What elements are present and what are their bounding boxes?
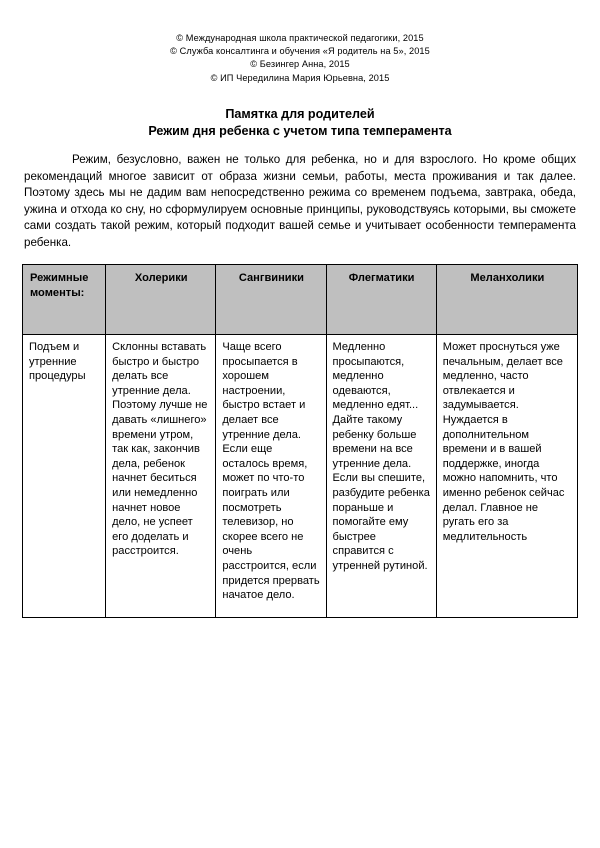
- cell-phlegmatic: Медленно просыпаются, медленно одеваются, медленно едят... Дайте такому ребенку больше времени на все утренние дела. Если вы спешите, разбудите ребенка пораньше и помогайте ему быстрее справится с утренней рутиной.: [326, 335, 436, 618]
- table-header-sanguine: Сангвиники: [216, 265, 326, 335]
- copyright-line-4: © ИП Чередилина Мария Юрьевна, 2015: [210, 72, 390, 83]
- table-header-regime-moments: Режимные моменты:: [23, 265, 106, 335]
- table-header-melancholic: Меланхолики: [436, 265, 577, 335]
- page-title-line-2: Режим дня ребенка с учетом типа темперамента: [148, 124, 452, 138]
- cell-choleric: Склонны вставать быстро и быстро делать все утренние дела. Поэтому лучше не давать «лишнего» времени утром, так как, закончив дела, ребенок начнет беситься или немедленно начнет новое дело, не успеет его доделать и расстроится.: [106, 335, 216, 618]
- cell-melancholic: Может проснуться уже печальным, делает все медленно, часто отвлекается и задумывается. Нуждается в дополнительном времени и в вашей поддержке, иногда можно напомнить, что именно ребенок сейчас делал. Главное не ругать его за медлительность: [436, 335, 577, 618]
- copyright-line-2: © Служба консалтинга и обучения «Я родитель на 5», 2015: [170, 46, 430, 57]
- copyright-line-1: © Международная школа практической педагогики, 2015: [176, 33, 424, 43]
- table-header-choleric: Холерики: [106, 265, 216, 335]
- table-header-row: [23, 265, 578, 335]
- copyright-line-3: © Безингер Анна, 2015: [250, 59, 350, 70]
- copyright-block: [0, 32, 600, 85]
- table-row: [23, 335, 578, 618]
- temperament-table: [22, 264, 578, 618]
- cell-regime-moment: Подъем и утренние процедуры: [23, 335, 106, 618]
- intro-paragraph: Режим, безусловно, важен не только для ребенка, но и для взрослого. Но кроме общих рекомендаций многое зависит от образа жизни семьи, работы, места проживания и так далее. Поэтому здесь мы не дадим вам непосредственно режима со временем подъема, завтрака, обеда, ужина и отхода ко сну, но сформулируем основные принципы, руководствуясь которыми, вы сможете сами создать такой режим, который подходит вашей семье и учитывает особенности темперамента ребенка.: [24, 153, 576, 249]
- table-header-phlegmatic: Флегматики: [326, 265, 436, 335]
- table-header: [23, 265, 578, 335]
- page-title: [0, 106, 600, 140]
- table-body: [23, 335, 578, 618]
- cell-sanguine: Чаще всего просыпается в хорошем настроении, быстро встает и делает все утренние дела. Если еще осталось время, может по что-то поиграть или посмотреть телевизор, но скорее всего не очень расстроится, если придется прервать начатое дело.: [216, 335, 326, 618]
- page-title-line-1: Памятка для родителей: [225, 107, 375, 121]
